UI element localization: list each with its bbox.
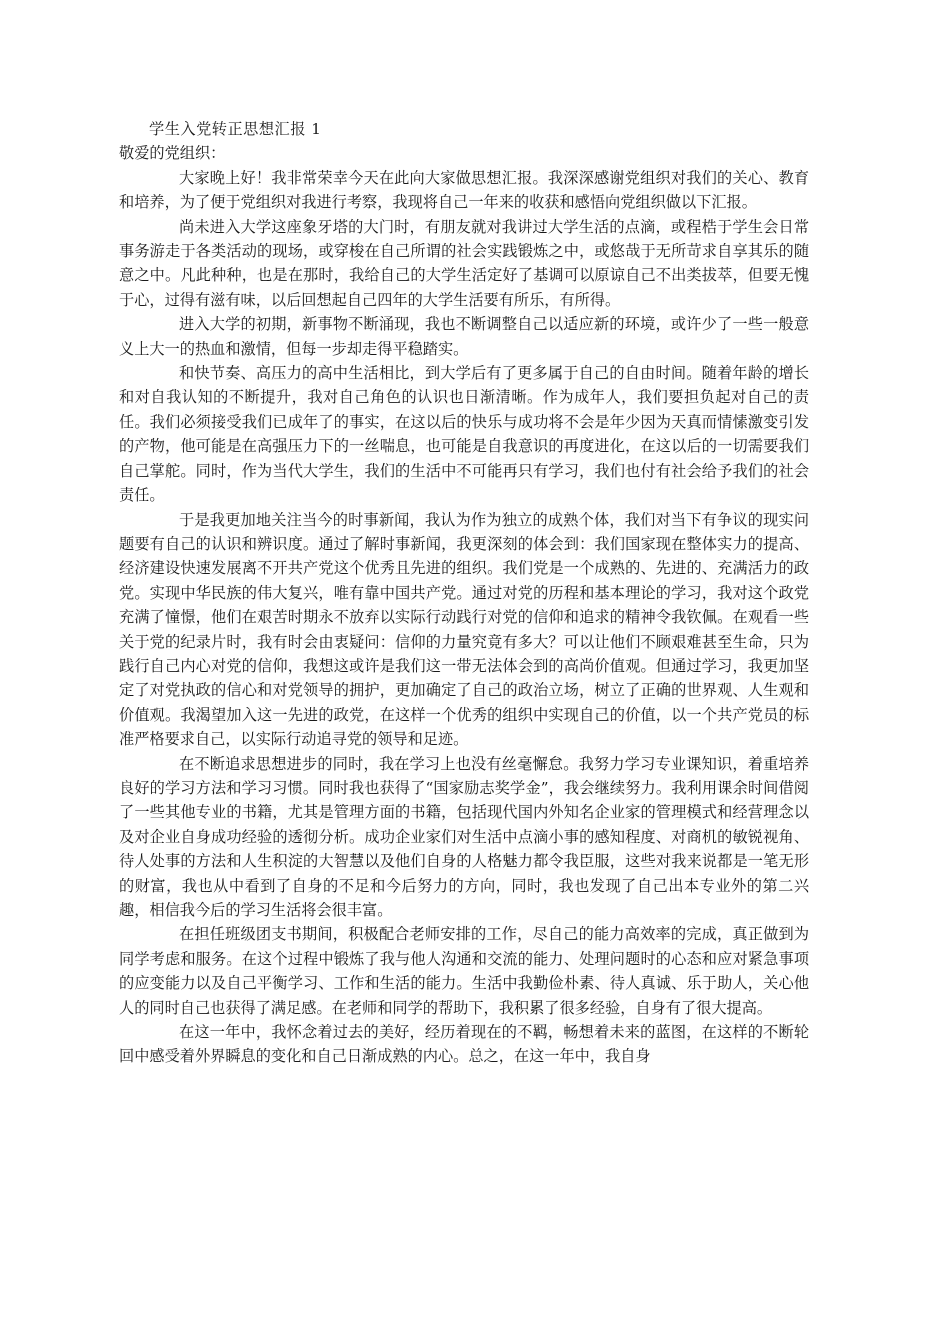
paragraph-greeting: 大家晚上好！我非常荣幸今天在此向大家做思想汇报。我深深感谢党组织对我们的关心、教育和培养，为了便于党组织对我进行考察，我现将自己一年来的收获和感悟向党组织做以下汇报。 (119, 168, 809, 212)
paragraph-league-secretary: 在担任班级团支书期间，积极配合老师安排的工作，尽自己的能力高效率的完成，真正做到为同学考虑和服务。在这个过程中锻炼了我与他人沟通和交流的能力、处理问题时的心态和应对紧急事项的应变能力以及自己平衡学习、工作和生活的能力。生活中我勤俭朴素、待人真诚、乐于助人，关心他人的同时自己也获得了满足感。在老师和同学的帮助下，我积累了很多经验，自身有了很大提高。 (119, 925, 809, 1017)
document-title: 学生入党转正思想汇报 1 (149, 120, 322, 138)
paragraph-responsibility: 和快节奏、高压力的高中生活相比，到大学后有了更多属于自己的自由时间。随着年龄的增长和对自我认知的不断提升，我对自己角色的认识也日渐清晰。作为成年人，我们要担负起对自己的责任。我们必须接受我们已成年了的事实，在这以后的快乐与成功将不会是年少因为天真而情愫激变引发的产物，他可能是在高强压力下的一丝喘息，也可能是自我意识的再度进化，在这以后的一切需要我们自己掌舵。同时，作为当代大学生，我们的生活中不可能再只有学习，我们也付有社会给予我们的社会责任。 (119, 364, 809, 505)
document-body (119, 117, 809, 1069)
paragraph-academics: 在不断追求思想进步的同时，我在学习上也没有丝毫懈怠。我努力学习专业课知识，着重培养良好的学习方法和学习习惯。同时我也获得了“国家励志奖学金”，我会继续努力。我利用课余时间借阅了一些其他专业的书籍，尤其是管理方面的书籍，包括现代国内外知名企业家的管理模式和经营理念以及对企业自身成功经验的透彻分析。成功企业家们对生活中点滴小事的感知程度、对商机的敏锐视角、待人处事的方法和人生积淀的大智慧以及他们自身的人格魅力都令我臣服，这些对我来说都是一笔无形的财富，我也从中看到了自身的不足和今后努力的方向，同时，我也发现了自己出本专业外的第二兴趣，相信我今后的学习生活将会很丰富。 (119, 754, 809, 919)
paragraph-summary: 在这一年中，我怀念着过去的美好，经历着现在的不羁，畅想着未来的蓝图，在这样的不断轮回中感受着外界瞬息的变化和自己日渐成熟的内心。总之，在这一年中，我自身 (119, 1023, 809, 1066)
salutation: 敬爱的党组织： (119, 144, 226, 163)
paragraph-before-college: 尚未进入大学这座象牙塔的大门时，有朋友就对我讲过大学生活的点滴，或程梏于学生会日常事务游走于各类活动的现场，或穿梭在自己所谓的社会实践锻炼之中，或悠哉于无所苛求自享其乐的随意之中。凡此种种，也是在那时，我给自己的大学生活定好了基调可以原谅自己不出类拔萃，但要无愧于心，过得有滋有味，以后回想起自己四年的大学生活要有所乐，有所得。 (119, 217, 809, 309)
paragraph-early-college: 进入大学的初期，新事物不断涌现，我也不断调整自己以适应新的环境，或许少了一些一般意义上大一的热血和激情，但每一步却走得平稳踏实。 (119, 315, 809, 358)
paragraph-party-study: 于是我更加地关注当今的时事新闻，我认为作为独立的成熟个体，我们对当下有争议的现实问题要有自己的认识和辨识度。通过了解时事新闻，我更深刻的体会到：我们国家现在整体实力的提高、经济建设快速发展离不开共产党这个优秀且先进的组织。我们党是一个成熟的、先进的、充满活力的政党。实现中华民族的伟大复兴，唯有靠中国共产党。通过对党的历程和基本理论的学习，我对这个政党充满了憧憬，他们在艰苦时期永不放弃以实际行动践行对党的信仰和追求的精神令我钦佩。在观看一些关于党的纪录片时，我有时会由衷疑问：信仰的力量究竟有多大？可以让他们不顾艰难甚至生命，只为践行自己内心对党的信仰，我想这或许是我们这一带无法体会到的高尚价值观。但通过学习，我更加坚定了对党执政的信心和对党领导的拥护，更加确定了自己的政治立场，树立了正确的世界观、人生观和价值观。我渴望加入这一先进的政党，在这样一个优秀的组织中实现自己的价值，以一个共产党员的标准严格要求自己，以实际行动追寻党的领导和足迹。 (119, 510, 809, 749)
